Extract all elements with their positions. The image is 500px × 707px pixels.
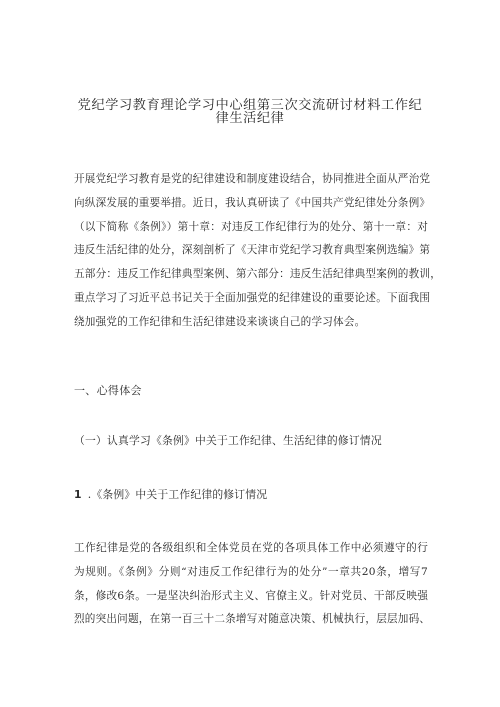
paragraph-line: 违反生活纪律的处分，深刻剖析了《天津市党纪学习教育典型案例选编》第: [74, 244, 431, 257]
paragraph-line: 为规则。《条例》分则“对违反工作纪律行为的处分”一章共20条，增写7: [74, 565, 428, 578]
intro-paragraph: [74, 168, 441, 335]
paragraph-line: （以下简称《条例》）第十章：对违反工作纪律行为的处分、第十一章：对: [74, 220, 428, 233]
sub-subsection-heading: [74, 487, 267, 502]
subsection-heading: （一）认真学习《条例》中关于工作纪律、生活纪律的修订情况: [74, 434, 382, 447]
body-paragraph: [74, 537, 431, 632]
paragraph-line: 开展党纪学习教育是党的纪律建设和制度建设结合，协同推进全面从严治党: [74, 173, 431, 185]
heading-text: .《条例》中关于工作纪律的修订情况: [87, 488, 268, 501]
section-heading: 一、心得体会: [74, 384, 142, 397]
paragraph-line: 烈的突出问题，在第一百三十二条增写对随意决策、机械执行，层层加码、: [74, 613, 431, 626]
paragraph-line: 五部分：违反工作纪律典型案例、第六部分：违反生活纪律典型案例的教训，: [74, 268, 441, 281]
paragraph-line: 条，修改6条。一是坚决纠治形式主义、官僚主义。针对党员、干部反映强: [74, 589, 428, 602]
paragraph-line: 向纵深发展的重要举措。近日，我认真研读了《中国共产党纪律处分条例》: [74, 196, 431, 209]
document-title-line-2: 律生活纪律: [215, 111, 285, 126]
document-title-line-1: 党纪学习教育理论学习中心组第三次交流研讨材料工作纪: [77, 98, 423, 113]
paragraph-line: 重点学习了习近平总书记关于全面加强党的纪律建设的重要论述。下面我围: [74, 291, 431, 304]
paragraph-line: 工作纪律是党的各级组织和全体党员在党的各项具体工作中必须遵守的行: [74, 542, 428, 554]
paragraph-line: 绕加强党的工作纪律和生活纪律建设来谈谈自己的学习体会。: [74, 315, 366, 328]
heading-number: 1: [74, 488, 82, 501]
